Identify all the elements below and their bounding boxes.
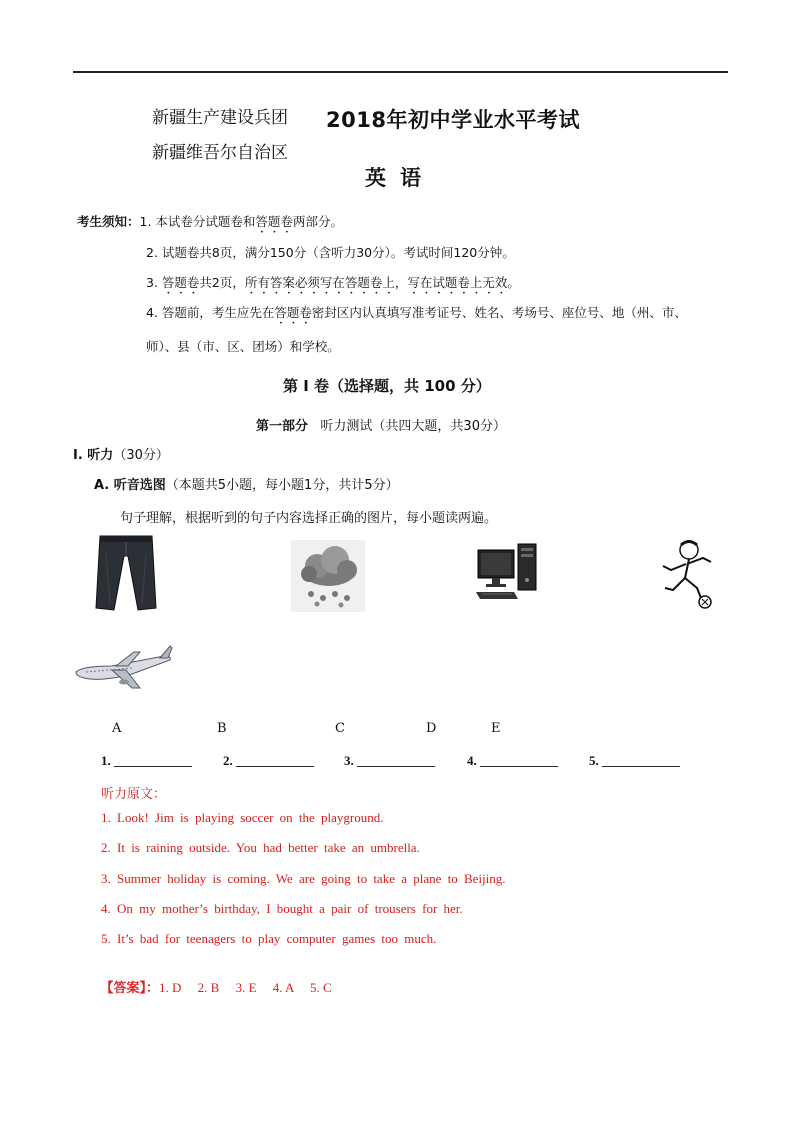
answer-blank-1[interactable]: 1. ____________: [101, 753, 192, 768]
answer-blank-5[interactable]: 5. ____________: [589, 753, 680, 768]
transcript-heading: 听力原文：: [101, 787, 167, 802]
picture-label-a: A: [112, 721, 122, 736]
volume-title: 第 I 卷（选择题，共 100 分）: [283, 377, 491, 395]
picture-label-c: C: [335, 721, 345, 736]
section-A-title: A. 听音选图（本题共5小题，每小题1分，共计5分）: [94, 478, 399, 493]
computer-image: [474, 542, 540, 602]
picture-label-b: B: [217, 721, 227, 736]
transcript-line-2: 2. It is raining outside. You had better take an umbrella.: [101, 840, 420, 855]
exam-title: 2018年初中学业水平考试: [326, 108, 580, 132]
transcript-line-1: 1. Look! Jim is playing soccer on the playground.: [101, 810, 384, 825]
answer-blank-4[interactable]: 4. ____________: [467, 753, 558, 768]
rain-cloud-image: [291, 540, 365, 612]
answer-blank-2[interactable]: 2. ____________: [223, 753, 314, 768]
part-one-title: 第一部分 听力测试（共四大题，共30分）: [256, 419, 506, 434]
answer-key-values: 1. D 2. B 3. E 4. A 5. C: [159, 980, 332, 995]
transcript-line-4: 4. On my mother’s birthday, I bought a pair of trousers for her.: [101, 901, 463, 916]
airplane-image: [72, 644, 174, 692]
notice-item-1: 考生须知：1. 本试卷分试题卷和答题卷两部分。: [77, 214, 343, 229]
answer-key: [94, 961, 332, 996]
section-A-instruction: 句子理解，根据听到的句子内容选择正确的图片，每小题读两遍。: [120, 511, 498, 526]
top-rule: [73, 71, 728, 73]
section-I-title: I. 听力（30分）: [73, 448, 169, 463]
picture-label-e: E: [491, 721, 501, 736]
answer-blank-3[interactable]: 3. ____________: [344, 753, 435, 768]
notice-label: 考生须知：: [77, 214, 140, 229]
boy-playing-soccer-image: [655, 536, 723, 612]
subject-title: 英语: [365, 166, 435, 190]
org-line-1: 新疆生产建设兵团: [152, 108, 288, 128]
trousers-image: [94, 534, 160, 612]
notice-item-3: 3. 答题卷共2页，所有答案必须写在答题卷上，写在试题卷上无效。: [146, 275, 520, 290]
transcript-line-5: 5. It’s bad for teenagers to play computer games too much.: [101, 931, 437, 946]
org-line-2: 新疆维吾尔自治区: [152, 143, 288, 163]
picture-label-d: D: [426, 721, 437, 736]
answer-key-label: 【答案】：: [100, 981, 160, 996]
notice-item-4: 4. 答题前，考生应先在答题卷密封区内认真填写准考证号、姓名、考场号、座位号、地（州、市、: [146, 305, 687, 320]
notice-item-4-continued: 师）、县（市、区、团场）和学校。: [146, 339, 340, 354]
notice-item-2: 2. 试题卷共8页，满分150分（含听力30分）。考试时间120分钟。: [146, 245, 515, 260]
transcript-line-3: 3. Summer holiday is coming. We are going to take a plane to Beijing.: [101, 871, 506, 886]
